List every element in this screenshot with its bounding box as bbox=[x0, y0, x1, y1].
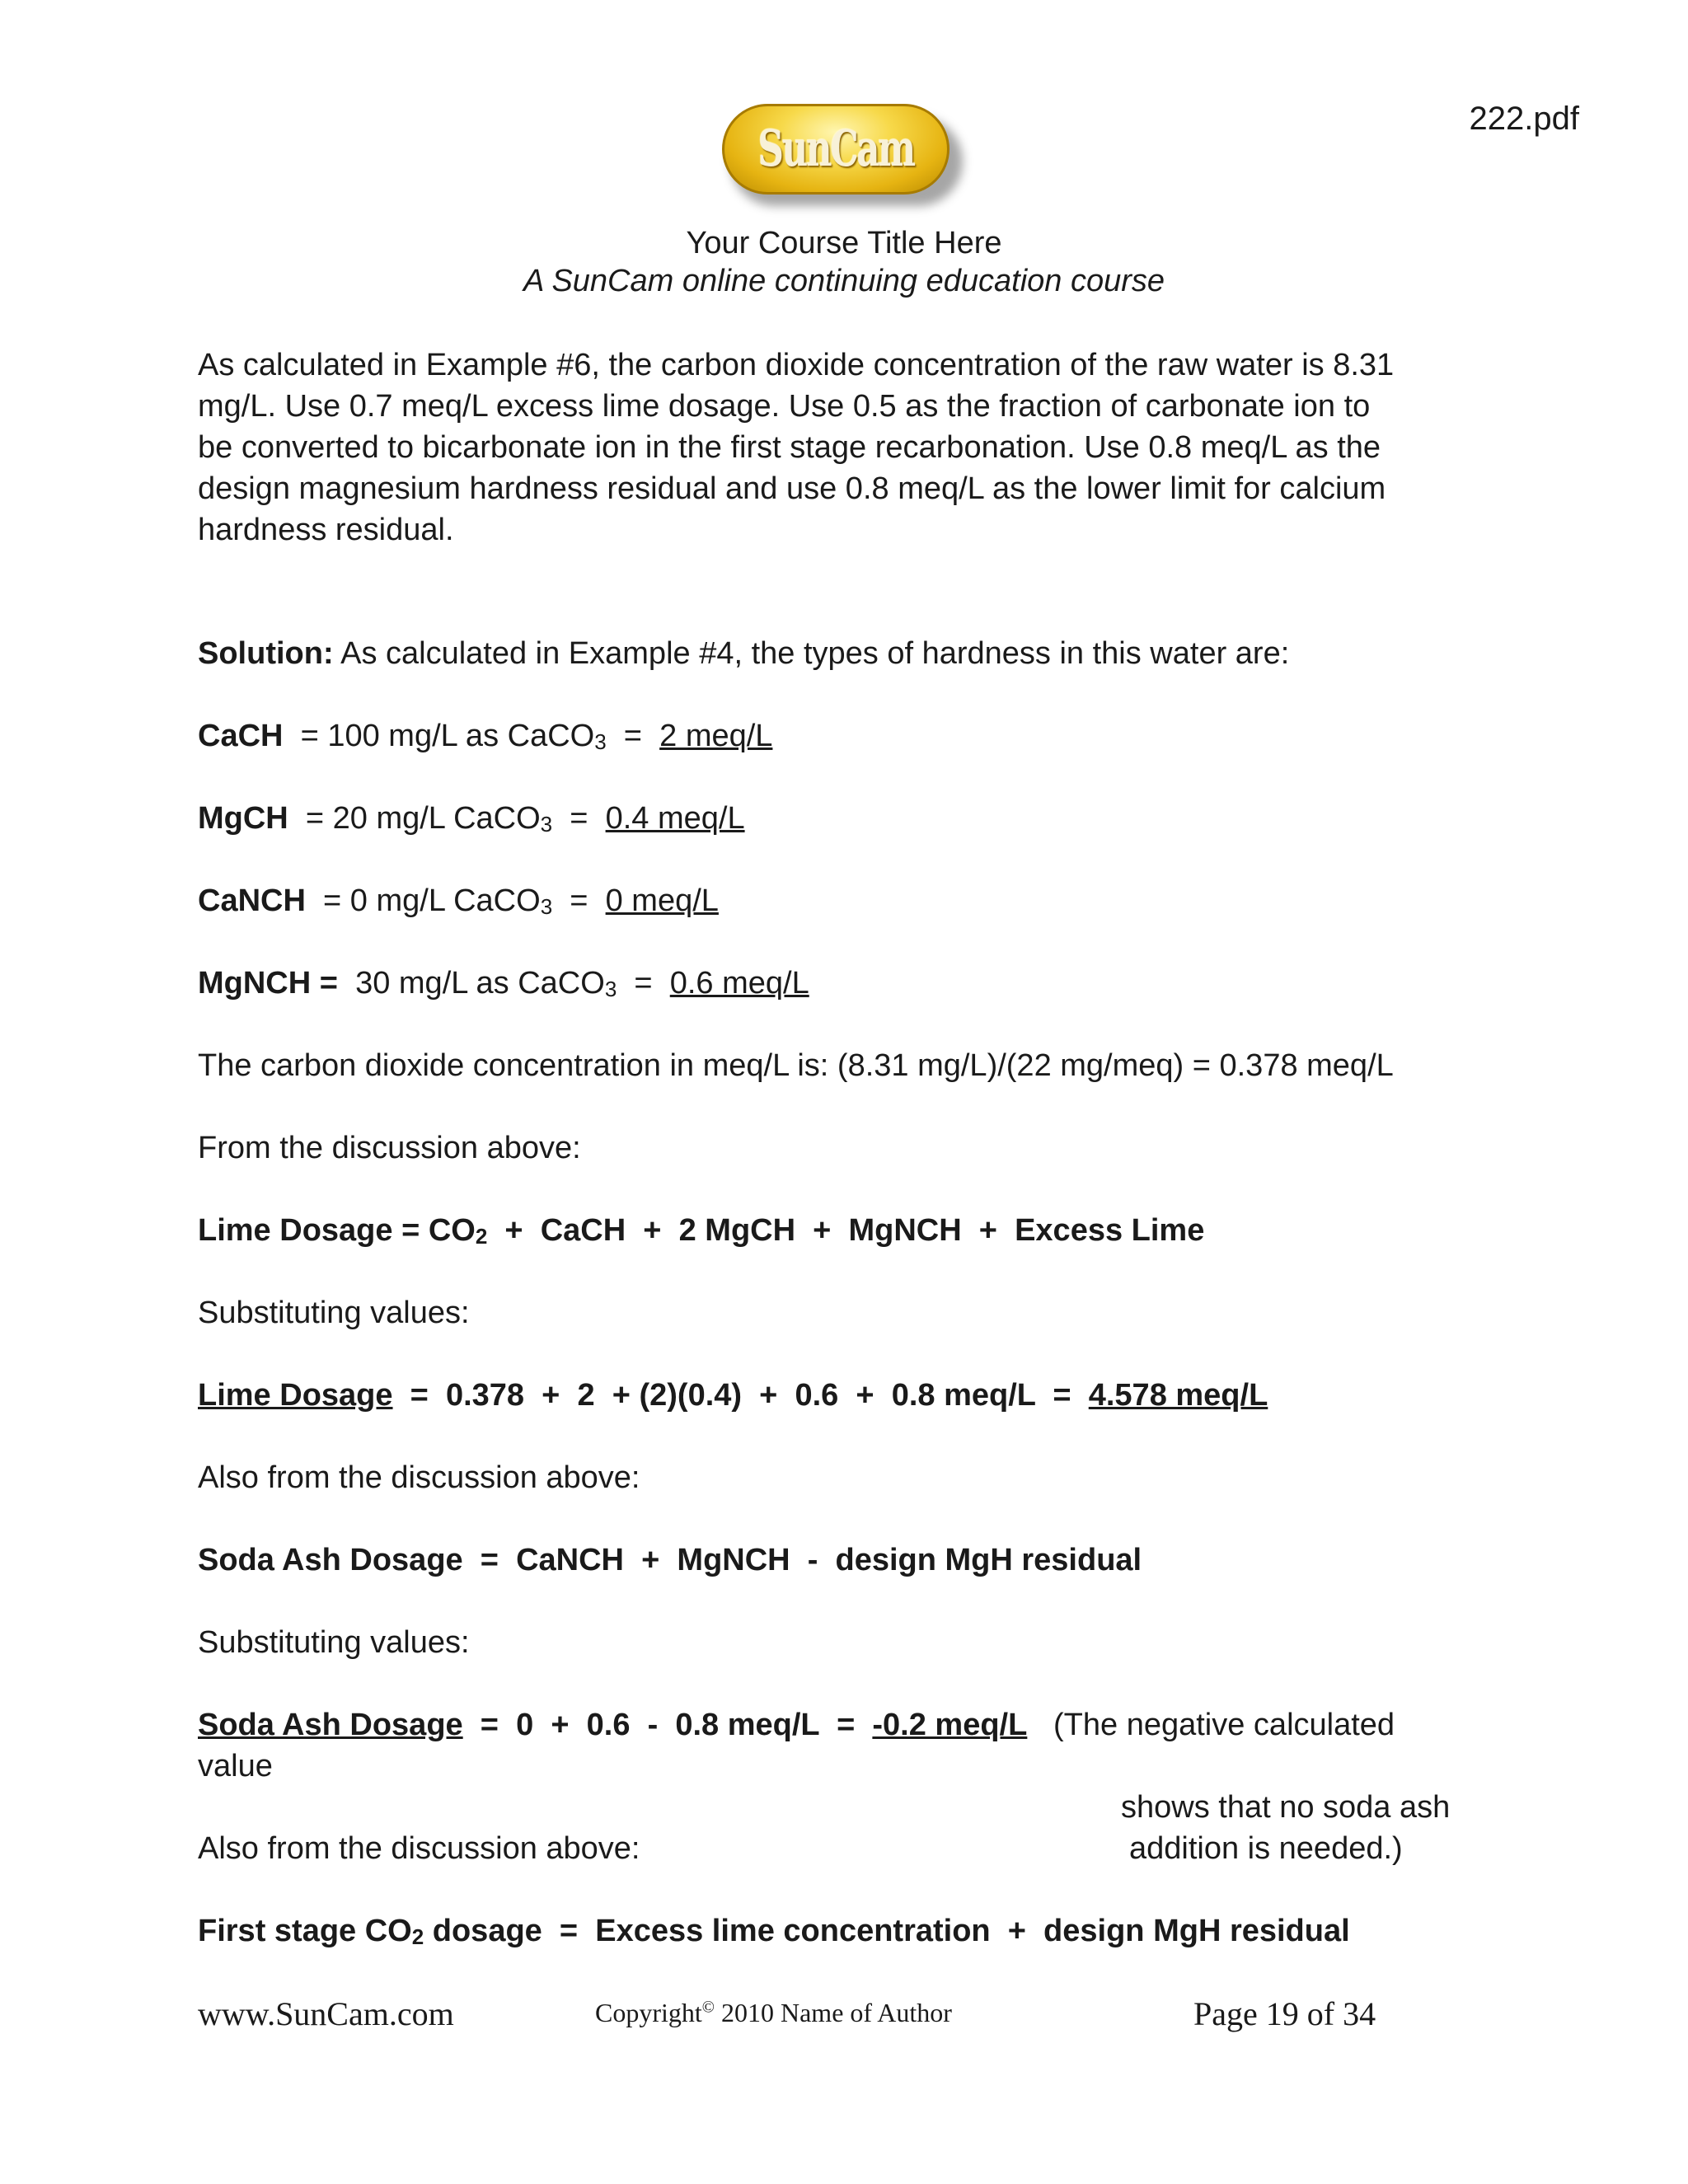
course-title: Your Course Title Here bbox=[686, 226, 1002, 260]
file-name: 222.pdf bbox=[1469, 101, 1579, 137]
intro-line: As calculated in Example #6, the carbon dioxide concentration of the raw water is 8.31 bbox=[198, 348, 1395, 382]
mgnch-result: 0.6 meq/L bbox=[669, 966, 809, 1001]
soda-note-line2-text: shows that no soda ash bbox=[1121, 1790, 1451, 1825]
canch-eq: = bbox=[570, 883, 588, 918]
intro-line: hardness residual. bbox=[198, 513, 454, 547]
intro-line: be converted to bicarbonate ion in the first stage recarbonation. Use 0.8 meq/L as the bbox=[198, 430, 1381, 465]
substituting-line: Substituting values: bbox=[198, 1296, 470, 1330]
lime-formula bbox=[198, 1210, 1500, 1251]
co2-formula-pre: First stage CO bbox=[198, 1914, 412, 1948]
mgch-eq: = bbox=[570, 801, 588, 836]
canch-sub: 3 bbox=[540, 894, 553, 919]
suncam-logo bbox=[717, 99, 964, 206]
soda-note-line3-text: addition is needed.) bbox=[1129, 1831, 1403, 1866]
canch-line bbox=[198, 880, 1500, 921]
soda-result-expr: = 0 + 0.6 - 0.8 meq/L = bbox=[462, 1708, 873, 1742]
solution-line bbox=[198, 633, 1500, 674]
mgch-result: 0.4 meq/L bbox=[605, 801, 745, 836]
co2-formula-post: dosage = Excess lime concentration + design MgH residual bbox=[424, 1914, 1350, 1948]
cach-sub: 3 bbox=[594, 729, 607, 754]
solution-text: As calculated in Example #4, the types of hardness in this water are: bbox=[340, 636, 1290, 671]
mgnch-eq: = bbox=[634, 966, 653, 1001]
lime-formula-post: + CaCH + 2 MgCH + MgNCH + Excess Lime bbox=[487, 1213, 1205, 1248]
discussion-line: Also from the discussion above: bbox=[198, 1831, 640, 1866]
soda-note-line2 bbox=[198, 1787, 1500, 1828]
logo-text: SunCam bbox=[757, 120, 914, 178]
soda-result-line bbox=[198, 1704, 1500, 1746]
cach-eq: = bbox=[623, 719, 642, 753]
copyright-mark: © bbox=[701, 1998, 715, 2017]
footer-copyright bbox=[595, 1998, 952, 2028]
cach-line bbox=[198, 715, 1500, 757]
cach-result: 2 meq/L bbox=[659, 719, 773, 753]
solution-label: Solution: bbox=[198, 636, 334, 671]
soda-note-line3-row bbox=[198, 1828, 1500, 1869]
copyright-post: 2010 Name of Author bbox=[714, 1998, 952, 2027]
intro-line: mg/L. Use 0.7 meq/L excess lime dosage. Use 0.5 as the fraction of carbonate ion to bbox=[198, 389, 1371, 424]
intro-line: design magnesium hardness residual and use 0.8 meq/L as the lower limit for calcium bbox=[198, 471, 1386, 506]
logo-pill bbox=[722, 104, 950, 194]
soda-result-label: Soda Ash Dosage bbox=[198, 1708, 463, 1742]
mgch-label: MgCH bbox=[198, 801, 288, 836]
co2-formula bbox=[198, 1910, 1500, 1952]
canch-expr: = 0 mg/L CaCO bbox=[323, 883, 541, 918]
co2-formula-sub: 2 bbox=[411, 1924, 424, 1949]
soda-result-value: -0.2 meq/L bbox=[872, 1708, 1028, 1742]
discussion-line: Also from the discussion above: bbox=[198, 1460, 640, 1495]
mgnch-label: MgNCH = bbox=[198, 966, 338, 1001]
footer-website: www.SunCam.com bbox=[198, 1995, 454, 2032]
canch-result: 0 meq/L bbox=[605, 883, 719, 918]
page-content bbox=[198, 344, 1500, 1993]
cach-expr: = 100 mg/L as CaCO bbox=[300, 719, 595, 753]
mgch-sub: 3 bbox=[540, 812, 553, 837]
soda-note-value: value bbox=[198, 1749, 273, 1783]
copyright-pre: Copyright bbox=[595, 1998, 702, 2027]
mgch-line bbox=[198, 798, 1500, 839]
mgnch-expr: 30 mg/L as CaCO bbox=[355, 966, 605, 1001]
footer-page-number: Page 19 of 34 bbox=[1193, 1995, 1376, 2032]
lime-result bbox=[198, 1375, 1500, 1416]
lime-result-expr: = 0.378 + 2 + (2)(0.4) + 0.6 + 0.8 meq/L = bbox=[392, 1378, 1089, 1413]
mgch-expr: = 20 mg/L CaCO bbox=[305, 801, 541, 836]
cach-label: CaCH bbox=[198, 719, 284, 753]
intro-paragraph bbox=[198, 344, 1500, 551]
lime-formula-sub: 2 bbox=[475, 1224, 488, 1249]
canch-label: CaNCH bbox=[198, 883, 306, 918]
mgnch-sub: 3 bbox=[604, 977, 617, 1001]
substituting-line: Substituting values: bbox=[198, 1625, 470, 1660]
mgnch-line bbox=[198, 963, 1500, 1004]
course-subtitle: A SunCam online continuing education course bbox=[523, 264, 1165, 298]
lime-result-value: 4.578 meq/L bbox=[1088, 1378, 1268, 1413]
discussion-line: From the discussion above: bbox=[198, 1131, 581, 1165]
lime-formula-pre: Lime Dosage = CO bbox=[198, 1213, 476, 1248]
soda-result-block bbox=[198, 1704, 1500, 1869]
co2-concentration-line: The carbon dioxide concentration in meq/L is: (8.31 mg/L)/(22 mg/meq) = 0.378 meq/L bbox=[198, 1048, 1394, 1083]
soda-note-start: (The negative calculated bbox=[1027, 1708, 1395, 1742]
soda-formula: Soda Ash Dosage = CaNCH + MgNCH - design MgH residual bbox=[198, 1543, 1142, 1577]
lime-result-label: Lime Dosage bbox=[198, 1378, 393, 1413]
